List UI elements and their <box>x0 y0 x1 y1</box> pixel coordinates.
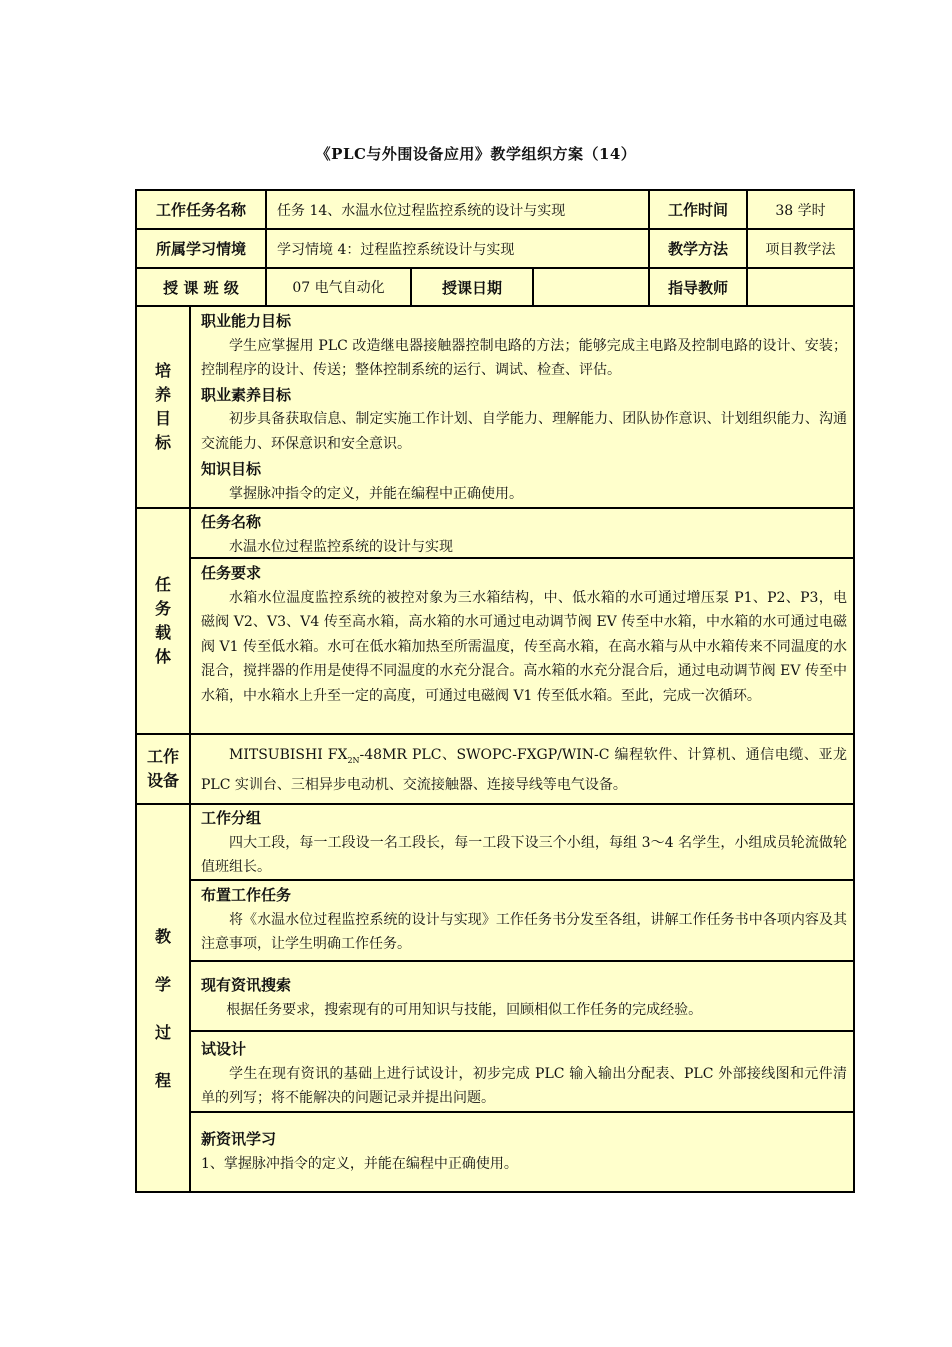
carrier-name-text: 水温水位过程监控系统的设计与实现 <box>229 538 453 555</box>
carrier-label-char: 务 <box>154 599 171 618</box>
method-value: 项目教学法 <box>765 241 836 258</box>
task-name-label: 工作任务名称 <box>155 201 246 219</box>
process-label-char: 程 <box>154 1071 171 1090</box>
group-title: 工作分组 <box>201 809 262 827</box>
quality-goal-text: 初步具备获取信息、制定实施工作计划、自学能力、理解能力、团队协作意识、计划组织能力、沟通交流能力、环保意识和安全意识。 <box>201 411 847 452</box>
equipment-text: MITSUBISHI $FX_{2N}-48MR$ PLC、SWOPC-FXGP/WIN-C 编程软件、计算机、通信电缆、亚龙 PLC 实训台、三相异步电动机、交流接触器、连接导线等电气设备。 <box>201 747 848 794</box>
process-label-char: 教 <box>154 927 171 946</box>
carrier-label-char: 任 <box>154 575 171 594</box>
equipment-label-line: 设备 <box>146 771 179 790</box>
group-text: 四大工段，每一工段设一名工段长，每一工段下设三个小组，每组 3～4 名学生，小组成员轮流做轮值班组长。 <box>201 834 847 875</box>
class-label: 授 课 班 级 <box>163 278 239 297</box>
process-label-char: 过 <box>154 1023 171 1042</box>
knowledge-goal-text: 掌握脉冲指令的定义，并能在编程中正确使用。 <box>229 485 523 502</box>
work-time-value: 38 学时 <box>775 202 826 219</box>
situation-label: 所属学习情境 <box>155 240 246 258</box>
goals-label-char: 养 <box>154 385 171 404</box>
date-label: 授课日期 <box>441 278 502 297</box>
ability-goal-title: 职业能力目标 <box>201 312 292 330</box>
carrier-name-title: 任务名称 <box>201 513 262 531</box>
goals-label-char: 目 <box>154 409 171 428</box>
document-title: 《PLC与外围设备应用》教学组织方案（14） <box>315 145 637 163</box>
work-time-label: 工作时间 <box>667 201 728 219</box>
assign-text: 将《水温水位过程监控系统的设计与实现》工作任务书分发至各组，讲解工作任务书中各项内容及其注意事项，让学生明确工作任务。 <box>201 911 847 952</box>
new-info-block <box>191 1113 853 1193</box>
goals-label-char: 标 <box>154 433 171 452</box>
process-label-char: 学 <box>154 975 171 994</box>
new-info-title: 新资讯学习 <box>201 1130 277 1148</box>
equipment-label <box>137 735 189 803</box>
equipment-content <box>191 735 853 803</box>
task-name-value: 任务 14、水温水位过程监控系统的设计与实现 <box>277 202 566 219</box>
trial-text: 学生在现有资讯的基础上进行试设计，初步完成 PLC 输入输出分配表、PLC 外部接线图和元件清单的列写；将不能解决的问题记录并提出问题。 <box>201 1065 847 1106</box>
teacher-label: 指导教师 <box>667 278 728 297</box>
lesson-plan-table <box>135 189 855 1193</box>
method-label: 教学方法 <box>667 240 728 258</box>
group-block <box>191 805 853 879</box>
search-block <box>191 962 853 1030</box>
trial-block <box>191 1032 853 1111</box>
ability-goal-text: 学生应掌握用 PLC 改造继电器接触器控制电路的方法；能够完成主电路及控制电路的设计、安装；控制程序的设计、传送；整体控制系统的运行、调试、检查、评估。 <box>201 337 847 378</box>
carrier-req-text: 水箱水位温度监控系统的被控对象为三水箱结构，中、低水箱的水可通过增压泵 P1、P2、P3，电磁阀 V2、V3、V4 传至高水箱，高水箱的水可通过电动调节阀 EV 传至中水箱，中水箱的水可通过电磁阀 V1 传至低水箱。水可在低水箱加热至所需温度，传至高水箱，在高水箱与从中水箱传来不同温度的水混合，搅拌器的作用是使得不同温度的水充分混合。高水箱的水充分混合后，通过电动调节阀 EV 传至中水箱，中水箱水上升至一定的高度，可通过电磁阀 V1 传至低水箱。至此，完成一次循环。 <box>201 589 847 704</box>
process-label <box>137 805 189 1193</box>
assign-block <box>191 881 853 960</box>
quality-goal-title: 职业素养目标 <box>201 385 292 404</box>
task-requirement-block <box>191 559 853 733</box>
search-text: 根据任务要求，搜索现有的可用知识与技能，回顾相似工作任务的完成经验。 <box>226 1001 703 1018</box>
carrier-label-char: 载 <box>154 623 171 642</box>
carrier-label-char: 体 <box>154 647 171 666</box>
search-title: 现有资讯搜索 <box>201 976 292 994</box>
goals-label <box>137 307 189 507</box>
goals-content <box>191 307 853 507</box>
situation-value: 学习情境 4：过程监控系统设计与实现 <box>277 241 515 258</box>
class-value: 07 电气自动化 <box>292 280 385 296</box>
teacher-value[interactable] <box>748 269 853 305</box>
carrier-req-title: 任务要求 <box>201 564 262 582</box>
trial-title: 试设计 <box>201 1040 247 1058</box>
date-value[interactable] <box>534 269 648 305</box>
new-info-text: 1、掌握脉冲指令的定义，并能在编程中正确使用。 <box>201 1155 518 1172</box>
equipment-label-line: 工作 <box>146 747 179 766</box>
task-name-block <box>191 509 853 557</box>
carrier-label <box>137 509 189 733</box>
goals-label-char: 培 <box>154 361 171 380</box>
knowledge-goal-title: 知识目标 <box>201 460 262 478</box>
assign-title: 布置工作任务 <box>201 886 292 904</box>
